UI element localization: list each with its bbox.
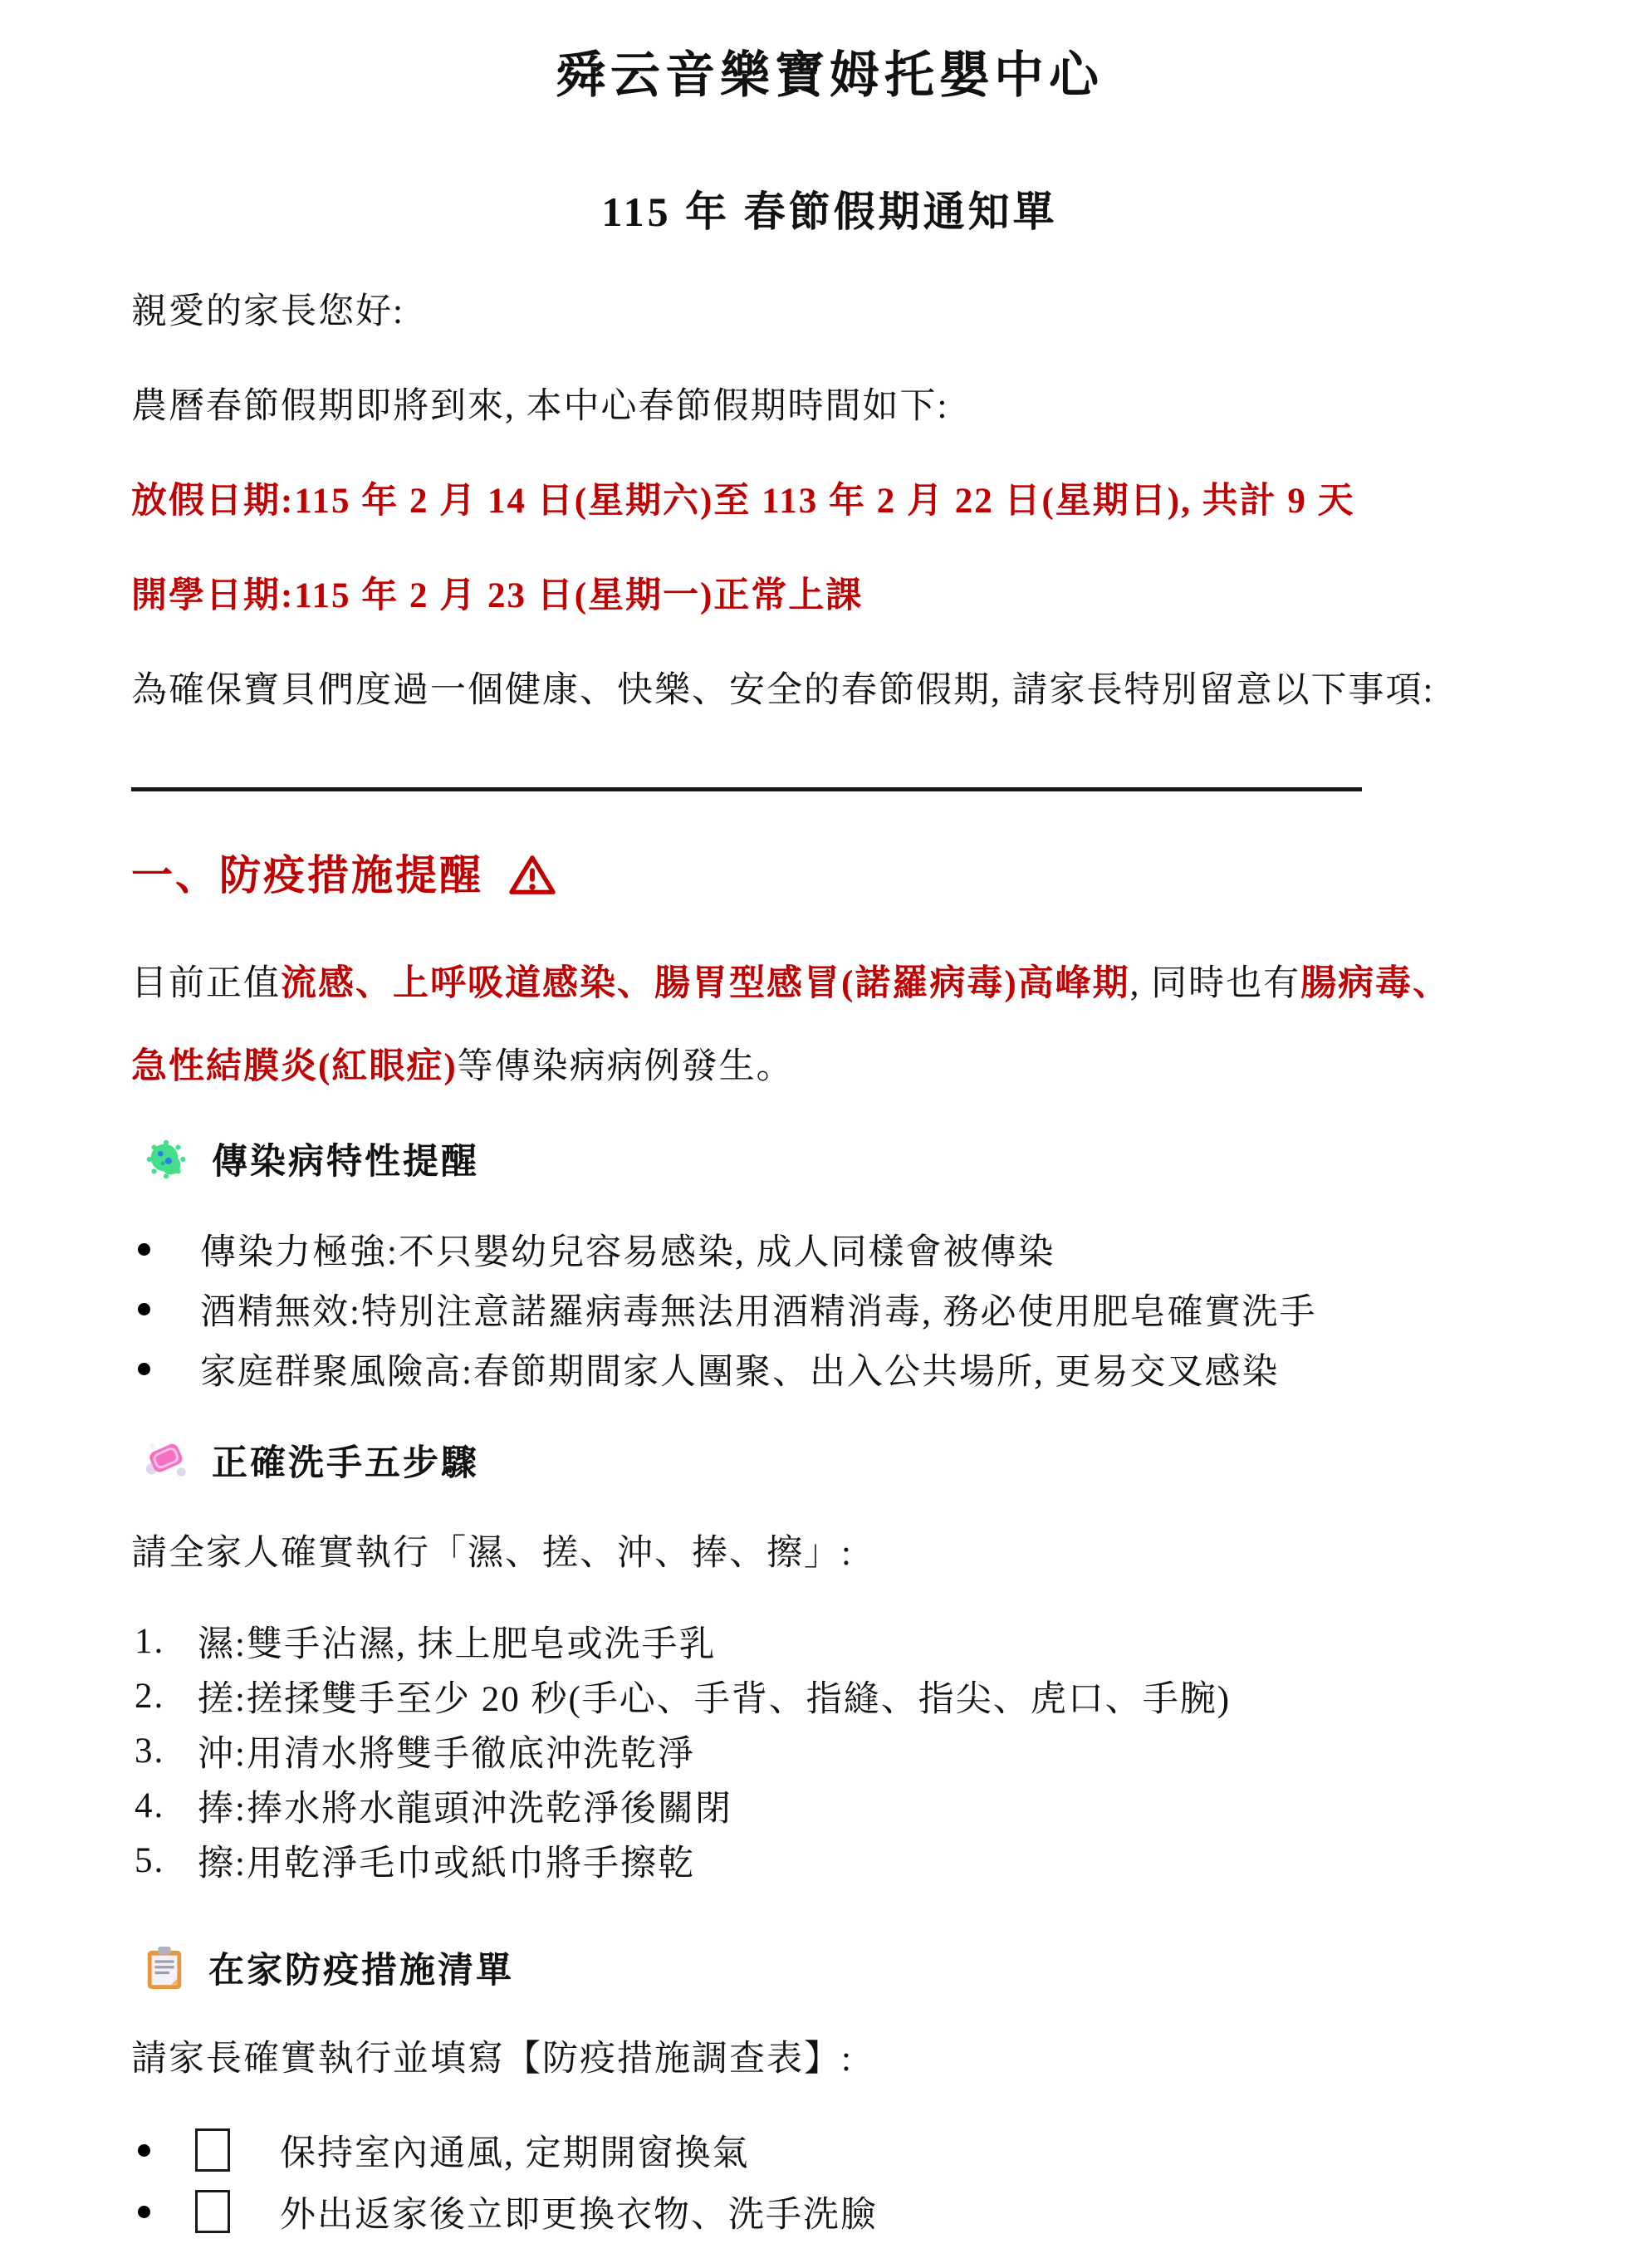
checklist-intro-text: 請家長確實執行並填寫【防疫措施調查表】: [131,2040,853,2079]
step-text: 搓:搓揉雙手至少 20 秒(手心、手背、指縫、指尖、虎口、手腕) [198,1679,1232,1719]
bullet-dot-icon [138,2206,150,2218]
bullet-dot-icon [138,1363,150,1375]
list-item [131,1219,1528,1279]
list-item [131,1339,1528,1399]
step-text: 擦:用乾淨毛巾或紙巾將手擦乾 [198,1844,695,1883]
list-item [131,1279,1528,1339]
bullet-dot-icon [138,1303,150,1315]
bullet-dot-icon [138,2144,150,2157]
handwash-intro-text: 請全家人確實執行「濕、搓、沖、捧、擦」: [131,1534,853,1573]
list-item-text: 傳染力極強:不只嬰幼兒容易感染, 成人同樣會被傳染 [200,1232,1055,1272]
microbe-icon [144,1137,189,1182]
epidemic-segment: 等傳染病病例發生。 [457,1047,794,1086]
epidemic-status-paragraph [131,943,1528,1109]
section-heading-label: 一、防疫措施提醒 [131,852,483,899]
checkbox-ventilation[interactable] [195,2128,230,2172]
step-text: 捧:捧水將水龍頭沖洗乾淨後關閉 [198,1789,732,1829]
epidemic-segment: 目前正值 [131,964,281,1003]
subheading-label: 正確洗手五步驟 [212,1444,479,1483]
greeting-text: 親愛的家長您好: [131,292,404,331]
checkbox-change-clothes[interactable] [195,2190,230,2233]
intro-text: 農曆春節假期即將到來, 本中心春節假期時間如下: [131,387,949,426]
step-item [131,1778,1528,1833]
horizontal-divider [131,787,1362,791]
checklist-item-text: 外出返家後立即更換衣物、洗手洗臉 [280,2195,878,2235]
step-item [131,1833,1528,1888]
section-heading-epidemic-prevention [131,850,1528,901]
step-text: 沖:用清水將雙手徹底沖洗乾淨 [198,1734,695,1774]
holiday-dates-text: 放假日期:115 年 2 月 14 日(星期六)至 113 年 2 月 22 日(星期日), 共計 9 天 [131,482,1355,521]
subheading-label: 傳染病特性提醒 [212,1143,479,1182]
virus-traits-list [131,1219,1528,1399]
school-start-text: 開學日期:115 年 2 月 23 日(星期一)正常上課 [131,576,864,615]
soap-icon [144,1438,189,1483]
epidemic-segment: , 同時也有 [1129,964,1301,1003]
checklist-item-text: 保持室內通風, 定期開窗換氣 [280,2133,750,2173]
checklist-item [131,2119,1528,2181]
subheading-label: 在家防疫措施清單 [208,1952,514,1991]
step-item [131,1614,1528,1668]
list-item-text: 酒精無效:特別注意諾羅病毒無法用酒精消毒, 務必使用肥皂確實洗手 [200,1292,1317,1332]
list-item-text: 家庭群聚風險高:春節期間家人團聚、出入公共場所, 更易交叉感染 [200,1352,1280,1392]
step-item [131,1668,1528,1723]
epidemic-segment-highlight: 急性結膜炎(紅眼症) [131,1047,458,1086]
step-text: 濕:雙手沾濕, 抹上肥皂或洗手乳 [198,1624,717,1664]
step-number: 3. [135,1731,165,1771]
epidemic-segment-highlight: 腸病毒、 [1300,964,1451,1003]
step-item [131,1723,1528,1778]
step-number: 2. [135,1676,165,1716]
clipboard-icon [144,1945,185,1991]
step-number: 1. [135,1621,165,1661]
handwash-steps-list [131,1614,1528,1888]
epidemic-segment-highlight: 流感、上呼吸道感染、腸胃型感冒(諾羅病毒)高峰期 [281,964,1130,1003]
bullet-dot-icon [138,1243,150,1256]
step-number: 4. [135,1785,165,1825]
subheading-virus-traits [144,1134,1528,1184]
warning-triangle-icon [508,853,556,898]
checklist-item [131,2181,1528,2242]
step-number: 5. [135,1840,165,1880]
center-name-title: 舜云音樂寶姆托嬰中心 [556,48,1104,103]
subheading-home-checklist [144,1942,1528,1993]
notice-title: 115 年 春節假期通知單 [601,189,1058,235]
notice-intro-text: 為確保寶貝們度過一個健康、快樂、安全的春節假期, 請家長特別留意以下事項: [131,671,1435,710]
home-checklist [131,2119,1528,2242]
subheading-handwash [144,1435,1528,1486]
